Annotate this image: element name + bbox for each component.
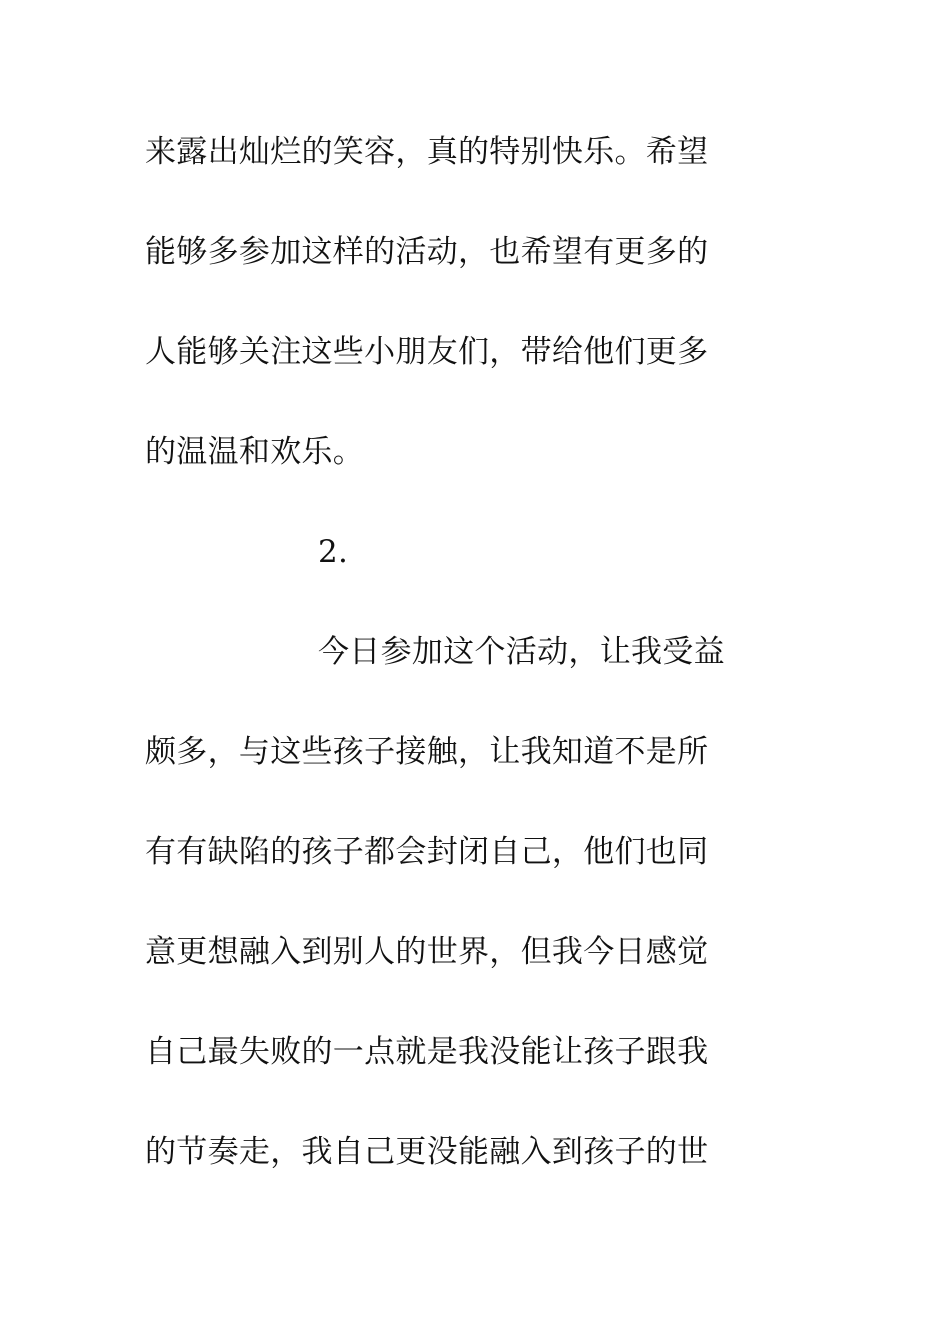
text-line-7: 颇多，与这些孩子接触，让我知道不是所 xyxy=(145,734,709,770)
text-line-6: 今日参加这个活动，让我受益 xyxy=(318,634,725,670)
text-line-1: 来露出灿烂的笑容，真的特别快乐。希望 xyxy=(145,134,709,170)
text-line-3: 人能够关注这些小朋友们，带给他们更多 xyxy=(145,334,709,370)
text-line-9: 意更想融入到别人的世界，但我今日感觉 xyxy=(145,934,709,970)
text-line-8: 有有缺陷的孩子都会封闭自己，他们也同 xyxy=(145,834,709,870)
text-line-11: 的节奏走，我自己更没能融入到孩子的世 xyxy=(145,1134,709,1170)
text-line-2: 能够多参加这样的活动，也希望有更多的 xyxy=(145,234,709,270)
text-line-4: 的温温和欢乐。 xyxy=(145,434,365,470)
text-line-10: 自己最失败的一点就是我没能让孩子跟我 xyxy=(145,1034,709,1070)
section-number: 2. xyxy=(318,534,349,570)
